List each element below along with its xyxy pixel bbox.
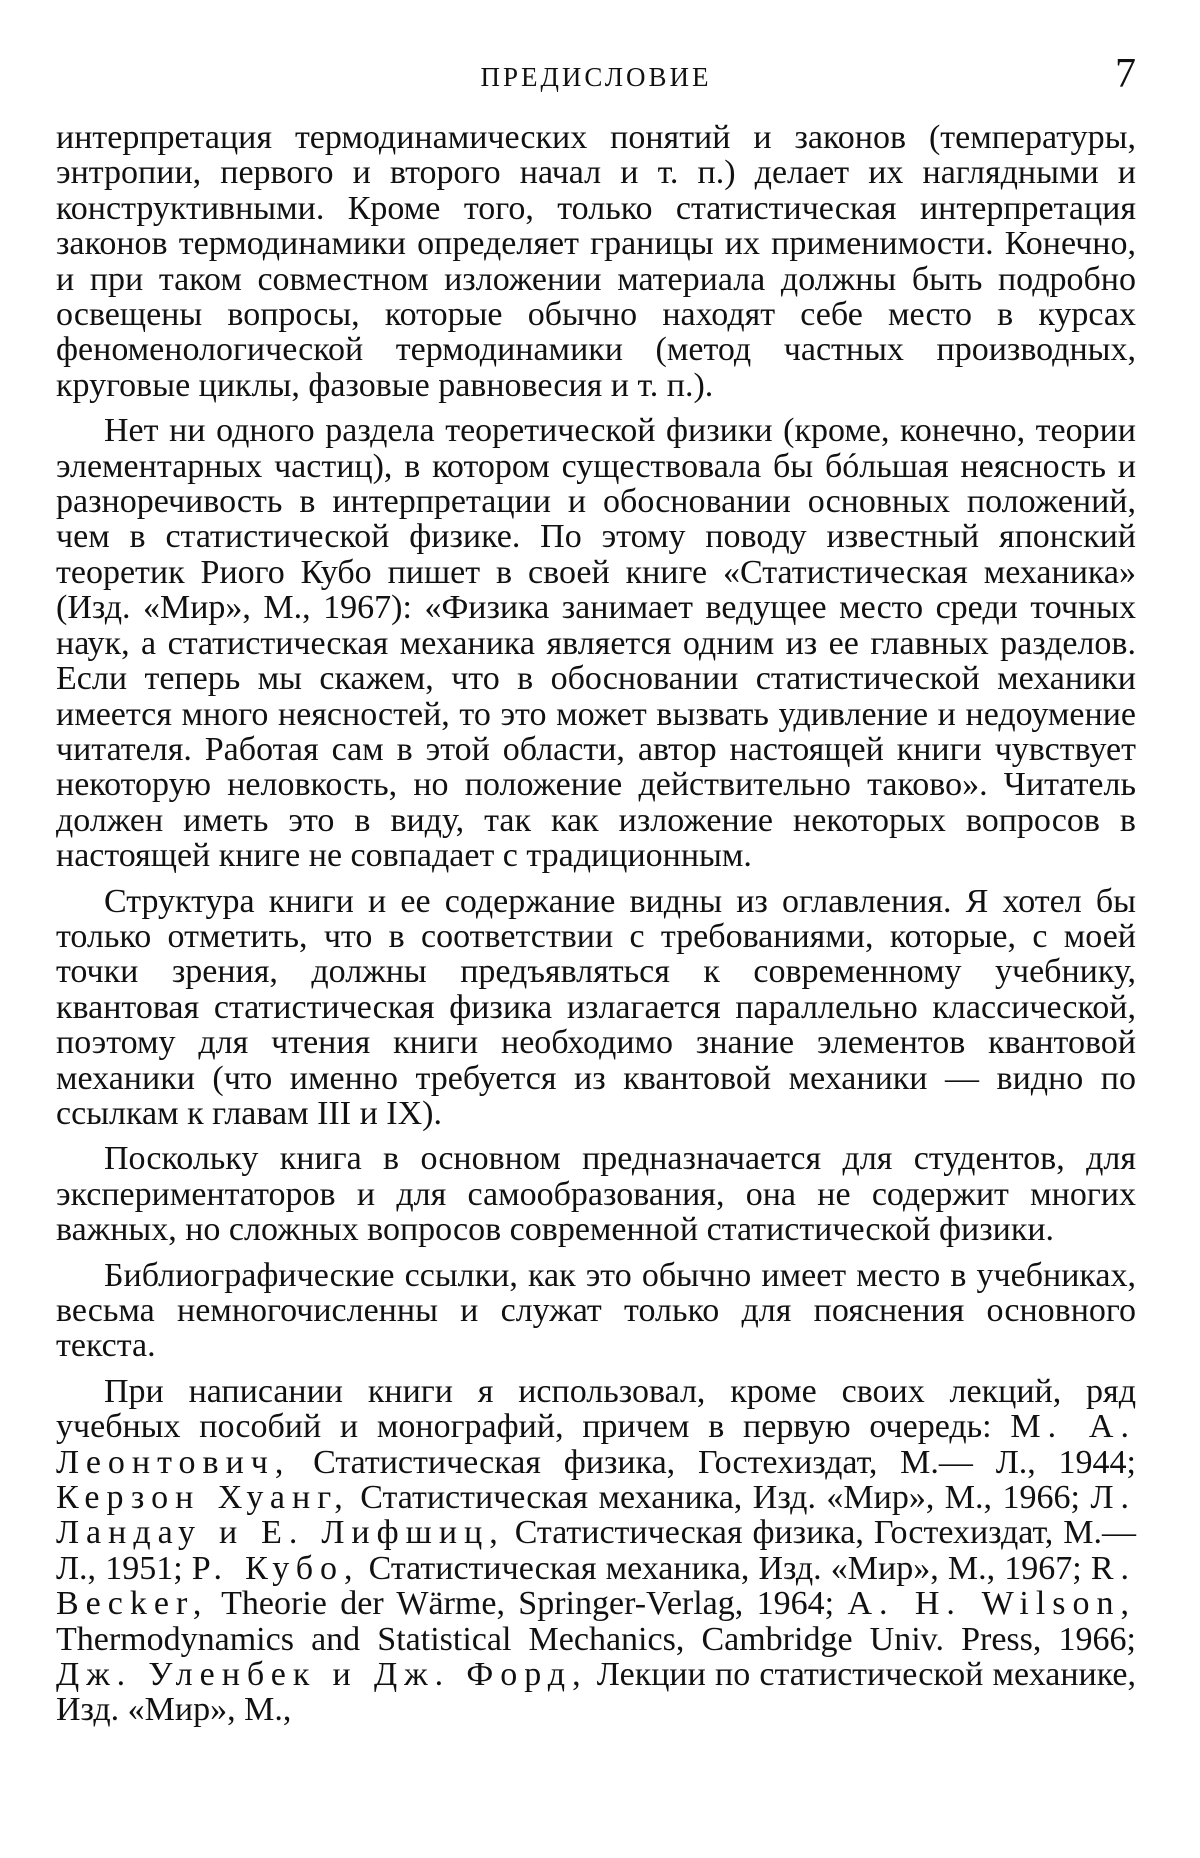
paragraph-2: Нет ни одного раздела теоретической физики (кроме, конечно, теории элементарных частиц), в котором существовала бы бóльшая неясность и разноречивость в интерпретации и обосновании основных положений, чем в статистической физике. По этому поводу известный японский теоретик Риого Кубо пишет в своей книге «Статистическая механика» (Изд. «Мир», М., 1967): «Физика занимает ведущее место среди точных наук, а статистическая механика является одним из ее главных разделов. Если теперь мы скажем, что в обосновании статистической механики имеется много неясностей, то это может вызвать удивление и недоумение читателя. Работая сам в этой области, автор настоящей книги чувствует некоторую неловкость, но положение действительно таково». Читатель должен иметь это в виду, так как изложение некоторых вопросов в настоящей книге не совпадает с традиционным. — [56, 412, 1136, 875]
paragraph-3: Структура книги и ее содержание видны из оглавления. Я хотел бы только отметить, что в соответствии с требованиями, которые, с моей точки зрения, должны предъявляться к современному учебнику, квантовая статистическая физика излагается параллельно классической, поэтому для чтения книги необходимо знание элементов квантовой механики (что именно требуется из квантовой механики — видно по ссылкам к главам III и IX). — [56, 882, 1136, 1132]
page-number: 7 — [1115, 51, 1136, 97]
running-head — [56, 50, 1136, 110]
paragraph-5: Библиографические ссылки, как это обычно имеет место в учебниках, весьма немногочисленны и служат только для пояснения основного текста. — [56, 1256, 1136, 1365]
paragraph-references — [56, 1374, 1136, 1738]
reference-author-leontovich: М. А. Леонтович, — [56, 1408, 1136, 1481]
reference-text-becker: Theorie der Wärme, Springer-Verlag, 1964; — [208, 1585, 848, 1623]
reference-author-landau-lifshitz: Л. Ландау и Е. Лифшиц, — [56, 1479, 1136, 1552]
reference-text-kubo: Статистическая механика, Изд. «Мир», М., 1967; — [359, 1549, 1091, 1587]
reference-text-landau-lifshitz: Статистическая физика, Гостехиздат, М.— Л., 1951; — [56, 1514, 1136, 1587]
reference-author-uhlenbeck-ford: Дж. Уленбек и Дж. Форд, — [56, 1656, 588, 1694]
reference-author-wilson: A. H. Wilson, — [847, 1585, 1136, 1623]
reference-text-wilson: Thermodynamics and Statistical Mechanics, Cambridge Univ. Press, 1966; — [56, 1620, 1136, 1658]
reference-author-kubo: Р. Кубо, — [191, 1549, 360, 1587]
body-text — [56, 120, 1136, 1738]
paragraph-1: интерпретация термодинамических понятий и законов (температуры, энтропии, первого и второго начал и т. п.) делает их наглядными и конструктивными. Кроме того, только статистическая интерпретация законов термодинамики определяет границы их применимости. Конечно, и при таком совместном изложении материала должны быть подробно освещены вопросы, которые обычно находят себе место в курсах феноменологической термодинамики (метод частных производных, круговые циклы, фазовые равновесия и т. п.). — [56, 119, 1136, 404]
reference-text-huang: Статистическая механика, Изд. «Мир», М., 1966; — [349, 1479, 1091, 1517]
references-intro: При написании книги я использовал, кроме своих лекций, ряд учебных пособий и монографий, причем в первую очередь: — [56, 1372, 1136, 1446]
reference-author-huang: Керзон Хуанг, — [56, 1479, 350, 1517]
reference-text-leontovich: Статистическая физика, Гостехиздат, М.— Л., 1944; — [290, 1443, 1136, 1481]
reference-text-uhlenbeck-ford: Лекции по статистической механике, Изд. «Мир», М., — [56, 1656, 1136, 1729]
reference-author-becker: R. Becker, — [56, 1549, 1136, 1623]
running-title: ПРЕДИСЛОВИЕ — [480, 62, 712, 92]
paragraph-4: Поскольку книга в основном предназначается для студентов, для экспериментаторов и для самообразования, она не содержит многих важных, но сложных вопросов современной статистической физики. — [56, 1140, 1136, 1249]
